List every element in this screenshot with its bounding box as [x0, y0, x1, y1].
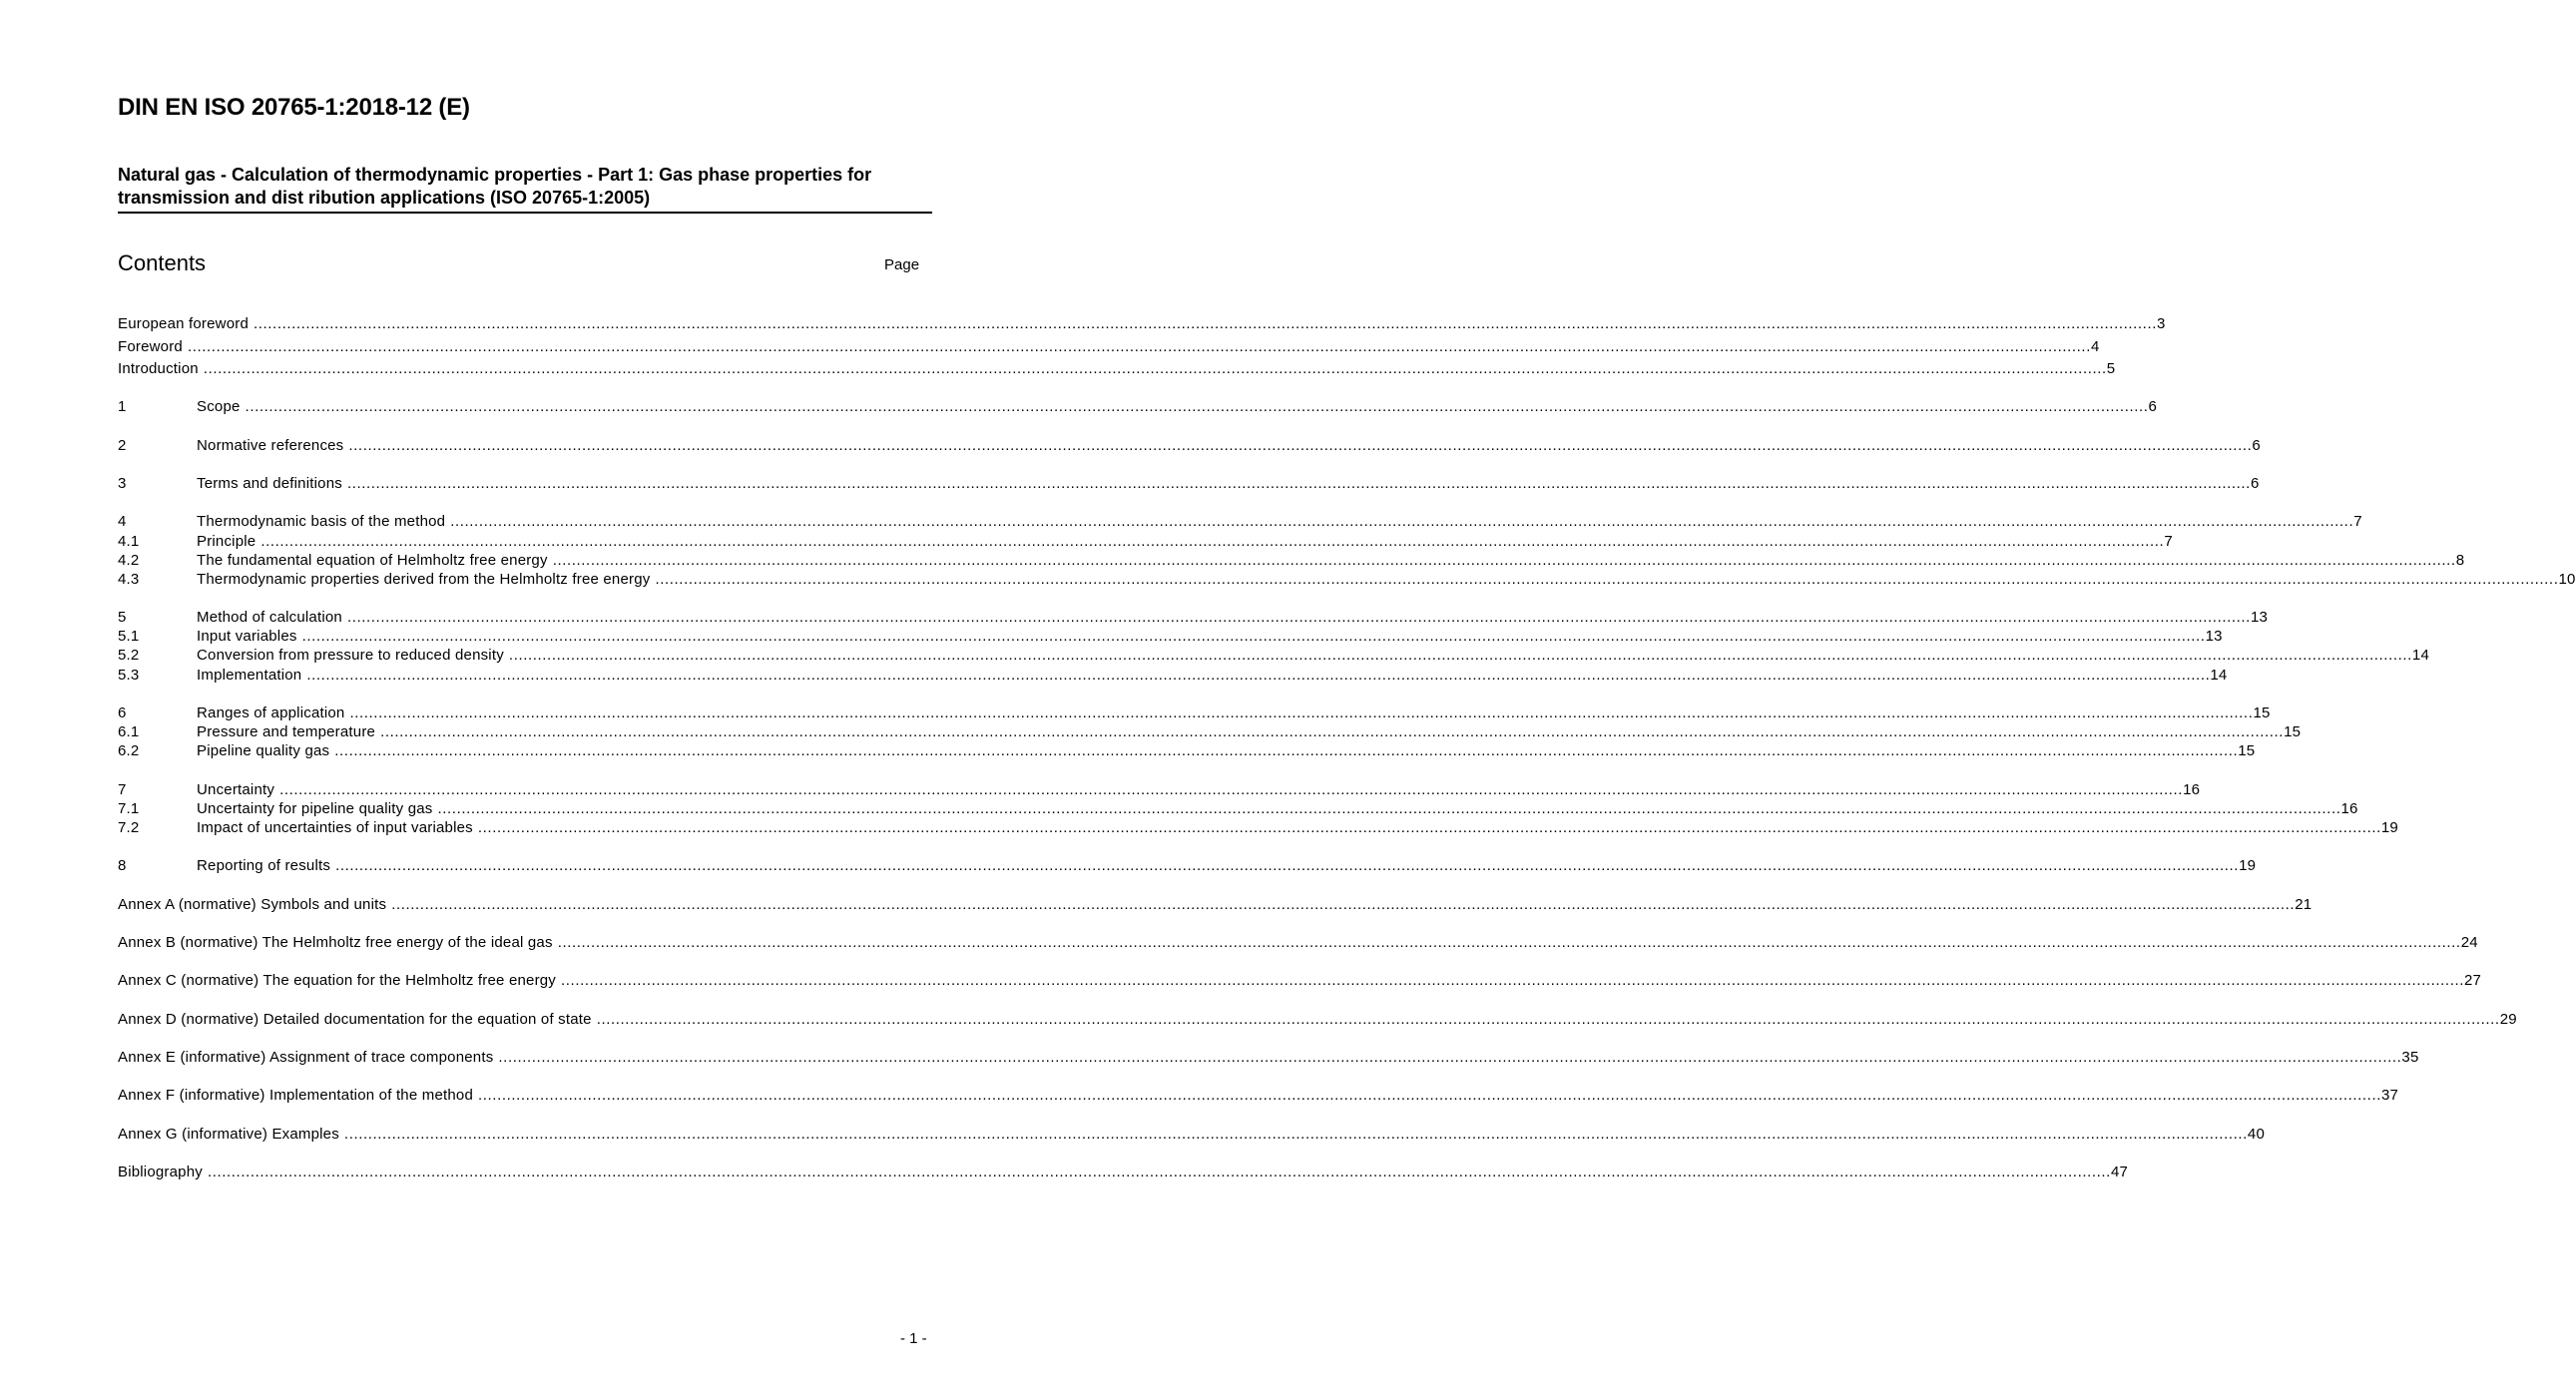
toc-entry-page: 5 [2106, 360, 2116, 377]
toc-entry-page: 37 [2381, 1087, 2399, 1104]
toc-entry-title: Method of calculation [197, 609, 342, 626]
toc-entry-page: 15 [2284, 723, 2302, 740]
toc-entry-page: 19 [2380, 819, 2398, 836]
toc-entry-page: 14 [2210, 667, 2228, 684]
page-number: - 1 - [900, 1330, 927, 1347]
toc-dot-leader: ................................................................................................................................................................................................................................................................................................................................................................................................................ [343, 1126, 2248, 1143]
toc-entry-page: 19 [2239, 857, 2257, 874]
toc-entry-title: Impact of uncertainties of input variables [197, 819, 473, 836]
toc-entry-title: The fundamental equation of Helmholtz free energy [197, 552, 548, 569]
toc-entry-page: 15 [2238, 742, 2256, 759]
toc-entry[interactable] [118, 337, 2100, 357]
toc-entry-title: Thermodynamic basis of the method [197, 513, 446, 530]
toc-entry-title: Ranges of application [197, 704, 345, 721]
toc-dot-leader: ................................................................................................................................................................................................................................................................................................................................................................................................................ [260, 533, 2165, 550]
toc-entry[interactable] [118, 722, 2302, 742]
document-title: DIN EN ISO 20765-1:2018-12 (E) [118, 94, 470, 121]
toc-entry-number: 4.2 [118, 552, 140, 569]
toc-entry-number: 1 [118, 398, 127, 415]
toc-entry-number: 8 [118, 857, 127, 874]
toc-entry[interactable] [118, 1125, 2266, 1145]
toc-entry-page: 21 [2295, 896, 2313, 913]
toc-entry-page: 40 [2247, 1126, 2266, 1143]
toc-entry-page: 14 [2411, 647, 2430, 664]
toc-dot-leader: ................................................................................................................................................................................................................................................................................................................................................................................................................ [207, 1164, 2111, 1180]
toc-entry-number: 3 [118, 475, 127, 492]
toc-entry-number: 5.3 [118, 667, 140, 684]
toc-entry[interactable] [118, 551, 2465, 571]
toc-entry-title: Pipeline quality gas [197, 742, 330, 759]
toc-entry-number: 6.2 [118, 742, 140, 759]
toc-entry-title: Reporting of results [197, 857, 331, 874]
toc-entry-number: 5 [118, 609, 127, 626]
toc-entry[interactable] [118, 933, 2478, 953]
toc-dot-leader: ................................................................................................................................................................................................................................................................................................................................................................................................................ [596, 1011, 2500, 1028]
toc-entry[interactable] [118, 818, 2398, 838]
toc-entry-number: 4.3 [118, 571, 140, 588]
toc-dot-leader: ................................................................................................................................................................................................................................................................................................................................................................................................................ [253, 315, 2157, 332]
toc-entry[interactable] [118, 570, 2576, 590]
toc-entry-number: 7 [118, 781, 127, 798]
toc-dot-leader: ................................................................................................................................................................................................................................................................................................................................................................................................................ [306, 667, 2211, 684]
toc-entry[interactable] [118, 856, 2257, 876]
toc-entry-title: Uncertainty [197, 781, 275, 798]
toc-entry[interactable] [118, 532, 2173, 552]
toc-entry-page: 7 [2353, 513, 2362, 530]
toc-dot-leader: ................................................................................................................................................................................................................................................................................................................................................................................................................ [391, 896, 2296, 913]
toc-dot-leader: ................................................................................................................................................................................................................................................................................................................................................................................................................ [349, 704, 2254, 721]
toc-entry-title: Annex F (informative) Implementation of the method [118, 1087, 473, 1104]
toc-entry-page: 47 [2110, 1164, 2129, 1180]
toc-entry-page: 16 [2340, 800, 2358, 817]
toc-entry[interactable] [118, 608, 2269, 628]
toc-dot-leader: ................................................................................................................................................................................................................................................................................................................................................................................................................ [346, 475, 2251, 492]
toc-entry-number: 7.2 [118, 819, 140, 836]
toc-dot-leader: ................................................................................................................................................................................................................................................................................................................................................................................................................ [334, 742, 2239, 759]
toc-dot-leader: ................................................................................................................................................................................................................................................................................................................................................................................................................ [245, 398, 2149, 415]
toc-entry-title: Annex G (informative) Examples [118, 1126, 339, 1143]
toc-entry-page: 8 [2455, 552, 2465, 569]
toc-dot-leader: ................................................................................................................................................................................................................................................................................................................................................................................................................ [335, 857, 2240, 874]
toc-entry[interactable] [118, 703, 2271, 723]
toc-entry[interactable] [118, 436, 2261, 456]
page-column-heading: Page [884, 256, 920, 273]
toc-entry[interactable] [118, 314, 2166, 334]
toc-entry-title: Bibliography [118, 1164, 203, 1180]
toc-entry[interactable] [118, 1048, 2419, 1068]
toc-entry-title: Conversion from pressure to reduced density [197, 647, 504, 664]
toc-entry[interactable] [118, 1010, 2517, 1030]
toc-entry[interactable] [118, 1086, 2399, 1106]
toc-entry[interactable] [118, 971, 2482, 991]
toc-entry-number: 5.1 [118, 628, 140, 645]
toc-entry[interactable] [118, 895, 2313, 915]
toc-entry-title: Scope [197, 398, 241, 415]
toc-dot-leader: ................................................................................................................................................................................................................................................................................................................................................................................................................ [552, 552, 2456, 569]
document-subtitle: Natural gas - Calculation of thermodynamic properties - Part 1: Gas phase properties for transmission and dist ribution applications (ISO 20765-1:2005) [118, 164, 932, 214]
toc-entry-title: Annex C (normative) The equation for the Helmholtz free energy [118, 972, 557, 989]
toc-entry-title: Principle [197, 533, 257, 550]
toc-dot-leader: ................................................................................................................................................................................................................................................................................................................................................................................................................ [498, 1049, 2402, 1066]
toc-entry[interactable] [118, 646, 2430, 666]
toc-entry-page: 13 [2205, 628, 2223, 645]
toc-entry[interactable] [118, 1163, 2129, 1182]
toc-entry-title: Normative references [197, 437, 344, 454]
toc-entry-page: 7 [2164, 533, 2173, 550]
toc-entry-number: 5.2 [118, 647, 140, 664]
toc-entry-number: 4.1 [118, 533, 140, 550]
toc-entry[interactable] [118, 627, 2223, 647]
toc-entry-title: Input variables [197, 628, 297, 645]
toc-entry-page: 10 [2558, 571, 2576, 588]
toc-entry-page: 27 [2464, 972, 2482, 989]
toc-entry-title: Introduction [118, 360, 199, 377]
toc-entry-number: 7.1 [118, 800, 140, 817]
toc-dot-leader: ................................................................................................................................................................................................................................................................................................................................................................................................................ [478, 1087, 2381, 1104]
toc-entry-number: 4 [118, 513, 127, 530]
toc-entry[interactable] [118, 741, 2256, 761]
toc-dot-leader: ................................................................................................................................................................................................................................................................................................................................................................................................................ [557, 934, 2461, 951]
toc-entry[interactable] [118, 799, 2358, 819]
toc-entry-title: European foreword [118, 315, 249, 332]
toc-dot-leader: ................................................................................................................................................................................................................................................................................................................................................................................................................ [380, 723, 2285, 740]
toc-entry-number: 6 [118, 704, 127, 721]
toc-dot-leader: ................................................................................................................................................................................................................................................................................................................................................................................................................ [346, 609, 2251, 626]
toc-entry[interactable] [118, 359, 2116, 379]
toc-dot-leader: ................................................................................................................................................................................................................................................................................................................................................................................................................ [450, 513, 2354, 530]
toc-dot-leader: ................................................................................................................................................................................................................................................................................................................................................................................................................ [437, 800, 2341, 817]
toc-dot-leader: ................................................................................................................................................................................................................................................................................................................................................................................................................ [508, 647, 2412, 664]
toc-entry[interactable] [118, 666, 2228, 686]
toc-entry-page: 35 [2401, 1049, 2419, 1066]
toc-entry-page: 3 [2156, 315, 2166, 332]
toc-entry-page: 16 [2183, 781, 2201, 798]
toc-dot-leader: ................................................................................................................................................................................................................................................................................................................................................................................................................ [477, 819, 2381, 836]
toc-entry-page: 4 [2090, 338, 2100, 355]
toc-entry-page: 6 [2148, 398, 2158, 415]
toc-dot-leader: ................................................................................................................................................................................................................................................................................................................................................................................................................ [203, 360, 2107, 377]
toc-entry-title: Uncertainty for pipeline quality gas [197, 800, 433, 817]
toc-entry-number: 6.1 [118, 723, 140, 740]
toc-entry-title: Annex A (normative) Symbols and units [118, 896, 387, 913]
toc-entry-title: Annex D (normative) Detailed documentation for the equation of state [118, 1011, 592, 1028]
contents-heading: Contents [118, 250, 207, 275]
toc-dot-leader: ................................................................................................................................................................................................................................................................................................................................................................................................................ [561, 972, 2465, 989]
toc-entry-page: 6 [2250, 475, 2260, 492]
toc-dot-leader: ................................................................................................................................................................................................................................................................................................................................................................................................................ [655, 571, 2559, 588]
toc-dot-leader: ................................................................................................................................................................................................................................................................................................................................................................................................................ [301, 628, 2206, 645]
toc-entry[interactable] [118, 397, 2158, 417]
toc-dot-leader: ................................................................................................................................................................................................................................................................................................................................................................................................................ [348, 437, 2253, 454]
toc-entry-title: Terms and definitions [197, 475, 342, 492]
toc-entry-title: Thermodynamic properties derived from the Helmholtz free energy [197, 571, 651, 588]
toc-dot-leader: ................................................................................................................................................................................................................................................................................................................................................................................................................ [279, 781, 2184, 798]
toc-entry-page: 29 [2499, 1011, 2517, 1028]
toc-entry-number: 2 [118, 437, 127, 454]
toc-entry[interactable] [118, 512, 2362, 532]
toc-entry-page: 24 [2460, 934, 2478, 951]
toc-entry-title: Pressure and temperature [197, 723, 376, 740]
toc-entry-title: Annex E (informative) Assignment of trace components [118, 1049, 494, 1066]
toc-dot-leader: ................................................................................................................................................................................................................................................................................................................................................................................................................ [187, 338, 2091, 355]
toc-entry-title: Foreword [118, 338, 183, 355]
toc-entry-page: 15 [2253, 704, 2271, 721]
toc-entry[interactable] [118, 474, 2260, 494]
toc-entry[interactable] [118, 780, 2201, 800]
toc-entry-title: Implementation [197, 667, 302, 684]
toc-entry-page: 6 [2252, 437, 2261, 454]
toc-entry-title: Annex B (normative) The Helmholtz free energy of the ideal gas [118, 934, 553, 951]
toc-entry-page: 13 [2250, 609, 2269, 626]
